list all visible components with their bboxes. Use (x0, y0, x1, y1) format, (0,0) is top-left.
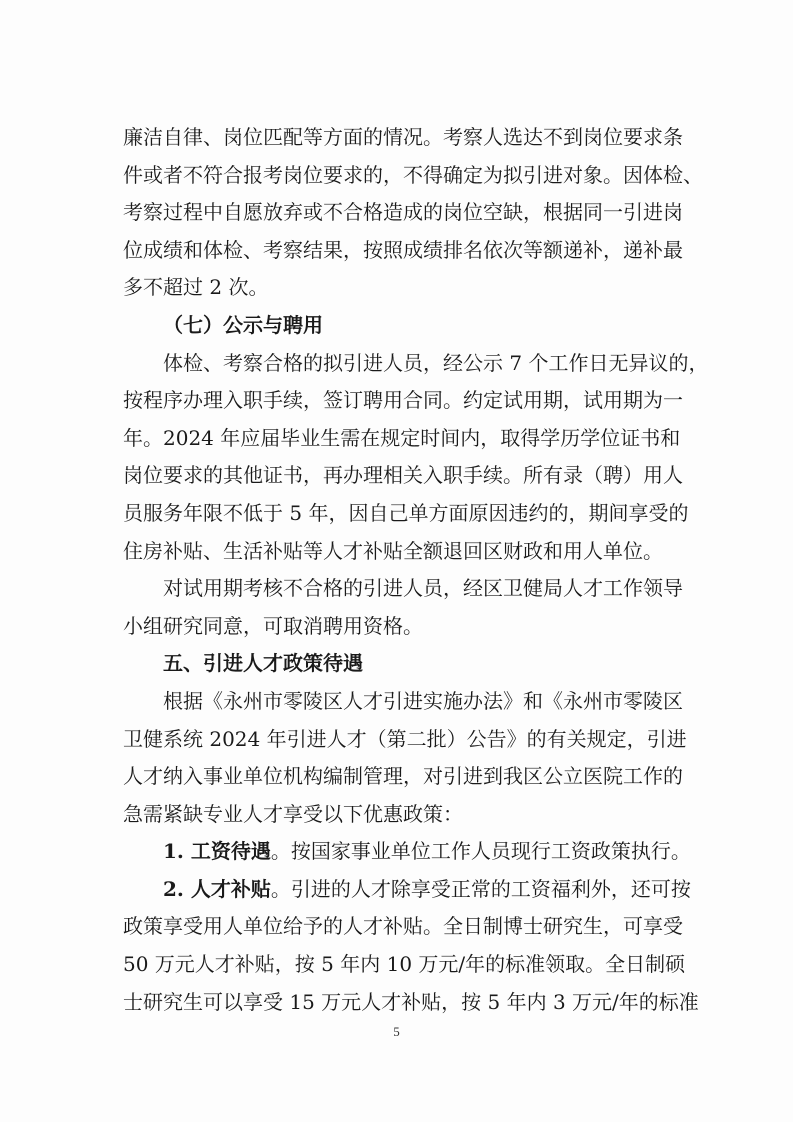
body-line: 年。2024 年应届毕业生需在规定时间内，取得学历学位证书和 (123, 425, 681, 450)
body-line: 人才纳入事业单位机构编制管理，对引进到我区公立医院工作的 (123, 764, 683, 789)
body-line: 廉洁自律、岗位匹配等方面的情况。考察人选达不到岗位要求条 (123, 125, 683, 149)
body-line: 件或者不符合报考岗位要求的，不得确定为拟引进对象。因体检、 (123, 162, 703, 187)
list-item-text: 。按国家事业单位工作人员现行工资政策执行。 (270, 839, 691, 864)
document-body (123, 119, 715, 1021)
list-item-salary (123, 833, 715, 871)
body-line: 小组研究同意，可取消聘用资格。 (123, 613, 423, 638)
body-line: 对试用期考核不合格的引进人员，经区卫健局人才工作领导 (163, 576, 683, 601)
list-item-label: 2. 人才补贴 (163, 876, 271, 901)
body-line: 急需紧缺专业人才享受以下优惠政策： (123, 801, 463, 826)
body-line: 员服务年限不低于 5 年，因自己单方面原因违约的，期间享受的 (123, 500, 689, 525)
body-line: 根据《永州市零陵区人才引进实施办法》和《永州市零陵区 (163, 688, 683, 713)
body-line: 岗位要求的其他证书，再办理相关入职手续。所有录（聘）用人 (123, 463, 683, 488)
body-line: 卫健系统 2024 年引进人才（第二批）公告》的有关规定，引进 (123, 726, 687, 751)
body-line: 体检、考察合格的拟引进人员，经公示 7 个工作日无异议的， (163, 350, 709, 375)
body-line: 考察过程中自愿放弃或不合格造成的岗位空缺，根据同一引进岗 (123, 200, 683, 225)
section-heading-7: （七）公示与聘用 (163, 312, 323, 337)
body-line: 位成绩和体检、考察结果，按照成绩排名依次等额递补，递补最 (123, 237, 683, 262)
body-line: 住房补贴、生活补贴等人才补贴全额退回区财政和用人单位。 (123, 538, 663, 563)
body-line: 多不超过 2 次。 (123, 275, 269, 300)
section-heading-5: 五、引进人才政策待遇 (163, 651, 363, 676)
body-line: 士研究生可以享受 15 万元人才补贴，按 5 年内 3 万元/年的标准 (123, 989, 699, 1014)
body-line: 政策享受用人单位给予的人才补贴。全日制博士研究生，可享受 (123, 914, 683, 939)
body-line: 按程序办理入职手续，签订聘用合同。约定试用期，试用期为一 (123, 388, 683, 413)
body-line: 50 万元人才补贴，按 5 年内 10 万元/年的标准领取。全日制硕 (123, 952, 686, 977)
list-item-subsidy (123, 871, 715, 909)
page-number: 5 (393, 1024, 400, 1039)
list-item-label: 1. 工资待遇 (163, 839, 271, 864)
list-item-text: 。引进的人才除享受正常的工资福利外，还可按 (270, 876, 691, 901)
